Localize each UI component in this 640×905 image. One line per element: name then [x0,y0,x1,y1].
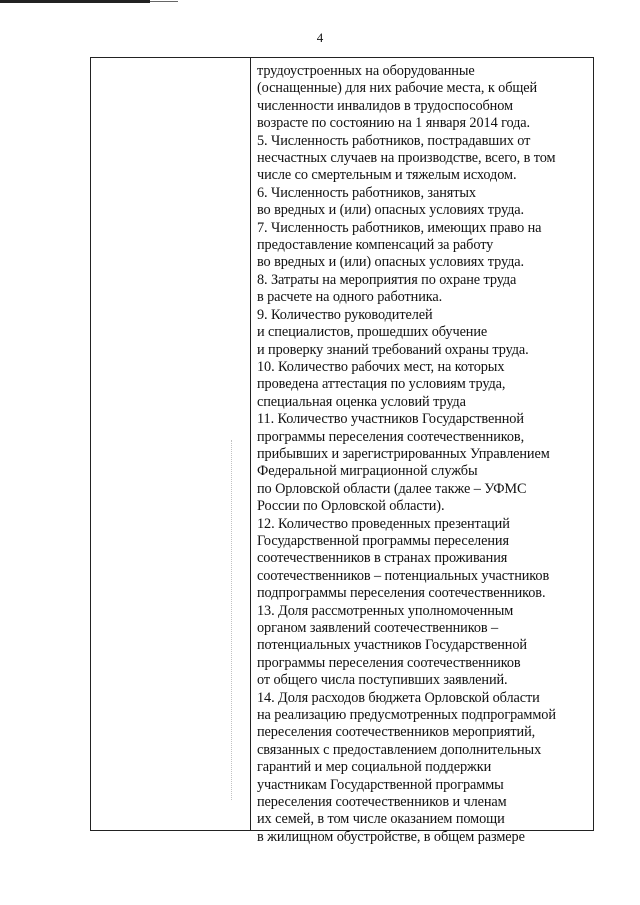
text-line: в жилищном обустройстве, в общем размере [257,828,525,845]
text-line: переселения соотечественников мероприятий, [257,724,536,741]
text-line: числе со смертельным и тяжелым исходом. [257,167,517,184]
text-line: специальная оценка условий труда [257,393,466,410]
text-line: 14. Доля расходов бюджета Орловской области [257,689,540,706]
text-line: подпрограммы переселения соотечественников. [257,585,546,602]
text-line: 5. Численность работников, пострадавших от [257,132,531,149]
text-line: 6. Численность работников, занятых [257,184,476,201]
page-number: 4 [316,30,324,45]
text-line: и специалистов, прошедших обучение [257,324,488,341]
text-line: органом заявлений соотечественников – [257,620,499,636]
text-line: переселения соотечественников и членам [257,794,507,811]
text-line: программы переселения соотечественников [257,654,521,671]
text-line: от общего числа поступивших заявлений. [257,672,508,689]
text-line: по Орловской области (далее также – УФМС [257,480,527,497]
scan-margin-dots [231,440,234,800]
scan-artifact [0,0,150,3]
text-line: России по Орловской области). [257,498,445,515]
text-line: 9. Количество руководителей [257,306,433,323]
text-line: на реализацию предусмотренных подпрограммой [257,707,556,724]
text-line: соотечественников в странах проживания [257,550,508,567]
table-cell-text [257,63,591,846]
text-line: их семей, в том числе оказанием помощи [257,811,505,828]
text-line: (оснащенные) для них рабочие места, к общей [257,80,538,97]
text-line: возрасте по состоянию на 1 января 2014 года. [257,115,531,132]
text-line: и проверку знаний требований охраны труда. [257,341,529,358]
text-line: 8. Затраты на мероприятия по охране труда [257,271,517,288]
text-line: соотечественников – потенциальных участников [257,567,550,584]
scan-artifact-line [150,1,178,2]
text-line: в расчете на одного работника. [257,289,443,306]
text-line: 7. Численность работников, имеющих право на [257,219,542,236]
text-line: 10. Количество рабочих мест, на которых [257,358,505,375]
text-line: программы переселения соотечественников, [257,428,525,445]
text-line: несчастных случаев на производстве, всего, в том [257,150,556,167]
text-line: прибывших и зарегистрированных Управлением [257,445,550,462]
text-line: Государственной программы переселения [257,532,509,549]
text-line: численности инвалидов в трудоспособном [257,97,513,114]
table-column-divider [250,57,251,831]
text-line: 11. Количество участников Государственной [257,411,524,428]
text-line: трудоустроенных на оборудованные [257,63,475,79]
text-line: участникам Государственной программы [257,776,504,793]
text-line: во вредных и (или) опасных условиях труда. [257,254,525,271]
text-line: потенциальных участников Государственной [257,637,527,654]
text-line: предоставление компенсаций за работу [257,237,494,254]
text-line: 13. Доля рассмотренных уполномоченным [257,602,514,619]
text-line: Федеральной миграционной службы [257,463,478,480]
text-line: проведена аттестация по условиям труда, [257,376,506,393]
text-line: во вредных и (или) опасных условиях труда. [257,202,525,219]
text-line: связанных с предоставлением дополнительных [257,741,542,758]
text-line: гарантий и мер социальной поддержки [257,759,492,776]
text-line: 12. Количество проведенных презентаций [257,515,510,532]
